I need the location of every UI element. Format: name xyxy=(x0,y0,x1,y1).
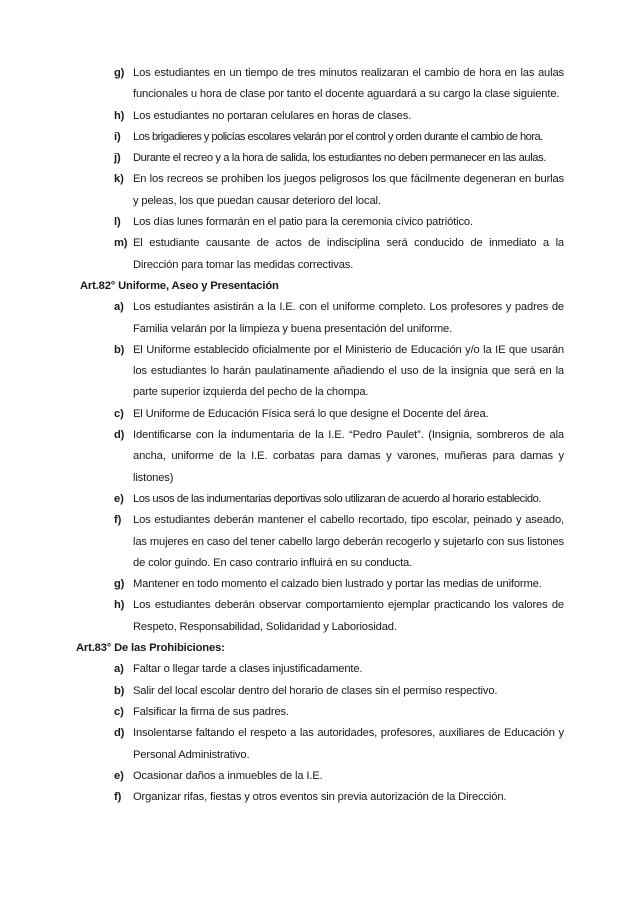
item-letter: a) xyxy=(114,663,124,676)
item-letter: m) xyxy=(114,237,128,250)
item-letter: l) xyxy=(114,216,121,229)
item-text: Los estudiantes asistirán a la I.E. con el uniforme completo. Los profesores y padres de Familia velarán por la limpieza y buena presentación del uniforme. xyxy=(133,301,564,335)
item-letter: h) xyxy=(114,109,125,122)
item-letter: j) xyxy=(114,152,121,165)
item-letter: i) xyxy=(114,130,121,143)
item-letter: f) xyxy=(114,791,122,804)
list-item xyxy=(114,233,564,276)
list-item xyxy=(114,340,564,404)
list-item xyxy=(114,574,564,595)
item-letter: h) xyxy=(114,599,125,612)
item-letter: e) xyxy=(114,492,124,505)
item-text: Insolentarse faltando el respeto a las autoridades, profesores, auxiliares de Educación y Personal Administrativo. xyxy=(133,727,564,761)
item-text: El Uniforme de Educación Física será lo que designe el Docente del área. xyxy=(133,407,489,420)
item-letter: d) xyxy=(114,727,125,740)
item-letter: e) xyxy=(114,769,124,782)
list-item xyxy=(114,659,564,680)
item-text: El Uniforme establecido oficialmente por el Ministerio de Educación y/o la IE que usarán los estudiantes lo harán paulatinamente añadiendo el uso de la insignia que será en la parte superior izquierda del pecho de la chompa. xyxy=(133,343,564,399)
item-letter: c) xyxy=(114,705,124,718)
list-item xyxy=(114,510,564,574)
list-item xyxy=(114,766,564,787)
item-text: Identificarse con la indumentaria de la I.E. “Pedro Paulet”. (Insignia, sombreros de ala ancha, uniforme de la I.E. corbatas para damas y varones, muñeras para damas y listones) xyxy=(133,429,564,484)
item-letter: g) xyxy=(114,67,125,79)
item-letter: g) xyxy=(114,578,125,591)
list-item xyxy=(114,148,564,169)
item-text: Faltar o llegar tarde a clases injustificadamente. xyxy=(133,663,363,676)
item-letter: d) xyxy=(114,429,125,442)
item-letter: b) xyxy=(114,343,125,356)
item-text: Mantener en todo momento el calzado bien lustrado y portar las medias de uniforme. xyxy=(133,578,542,591)
list-item xyxy=(114,595,564,638)
item-letter: b) xyxy=(114,684,125,697)
list-item xyxy=(114,297,564,340)
item-text: Ocasionar daños a inmuebles de la I.E. xyxy=(133,769,323,782)
list-item xyxy=(114,489,564,510)
list-item xyxy=(114,169,564,212)
item-letter: a) xyxy=(114,301,124,314)
item-text: Los brigadieres y policías escolares velarán por el control y orden durante el cambio de hora. xyxy=(133,130,543,143)
item-letter: c) xyxy=(114,407,124,420)
item-text: El estudiante causante de actos de indisciplina será conducido de inmediato a la Dirección para tomar las medidas correctivas. xyxy=(133,237,564,271)
list-item xyxy=(114,681,564,702)
item-text: Los días lunes formarán en el patio para la ceremonia cívico patriótico. xyxy=(133,216,473,229)
article-82-heading: Art.82° Uniforme, Aseo y Presentación xyxy=(80,279,279,292)
item-text: Los estudiantes deberán observar comportamiento ejemplar practicando los valores de Respeto, Responsabilidad, Solidaridad y Laboriosidad. xyxy=(133,599,564,633)
list-item xyxy=(114,63,564,106)
list-item xyxy=(114,787,564,808)
list-item xyxy=(114,723,564,766)
item-text: Durante el recreo y a la hora de salida, los estudiantes no deben permanecer en las aulas. xyxy=(133,152,547,165)
list-item xyxy=(114,127,564,148)
list-item xyxy=(114,404,564,425)
item-text: Los estudiantes deberán mantener el cabello recortado, tipo escolar, peinado y aseado, las mujeres en caso del tener cabello largo deberán recogerlo y sujetarlo con sus listones de color guindo. En caso contrario influirá en su conducta. xyxy=(133,514,564,569)
item-text: Los estudiantes en un tiempo de tres minutos realizaran el cambio de hora en las aulas funcionales u hora de clase por tanto el docente aguardará a su cargo la clase siguiente. xyxy=(133,67,564,101)
item-text: Falsificar la firma de sus padres. xyxy=(133,705,289,718)
list-item xyxy=(114,425,564,489)
item-text: Los estudiantes no portaran celulares en horas de clases. xyxy=(133,109,412,122)
list-item xyxy=(114,212,564,233)
list-item xyxy=(114,106,564,127)
item-text: Los usos de las indumentarias deportivas solo utilizaran de acuerdo al horario establecido. xyxy=(133,492,542,505)
list-item xyxy=(114,702,564,723)
item-text: En los recreos se prohiben los juegos peligrosos los que fácilmente degeneran en burlas y peleas, los que puedan causar deterioro del local. xyxy=(133,173,564,207)
article-83-heading: Art.83° De las Prohibiciones: xyxy=(76,642,225,655)
item-letter: f) xyxy=(114,514,122,527)
item-text: Salir del local escolar dentro del horario de clases sin el permiso respectivo. xyxy=(133,684,498,697)
document-content xyxy=(0,63,638,808)
item-text: Organizar rifas, fiestas y otros eventos sin previa autorización de la Dirección. xyxy=(133,791,507,804)
item-letter: k) xyxy=(114,173,124,186)
